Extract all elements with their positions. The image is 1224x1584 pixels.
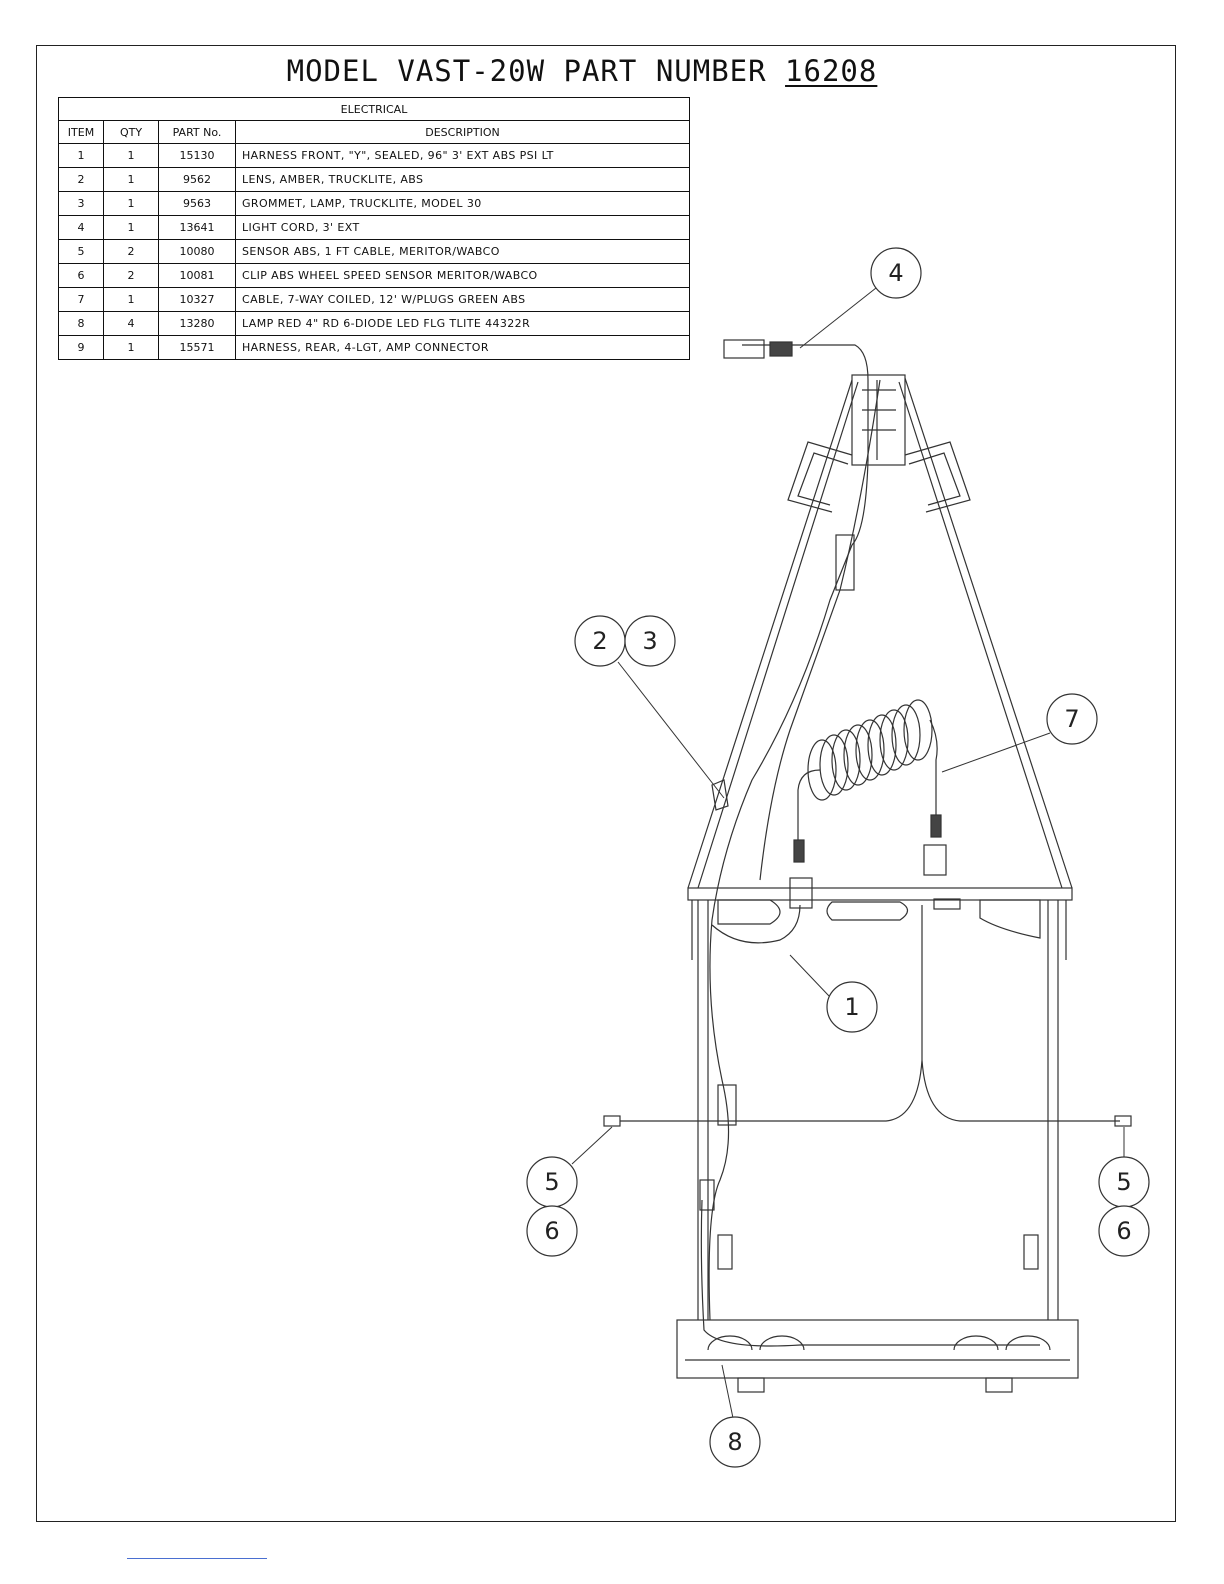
header-part-no: PART No. — [159, 121, 236, 144]
cell-desc: SENSOR ABS, 1 FT CABLE, MERITOR/WABCO — [236, 240, 690, 264]
leader-2-3 — [618, 662, 724, 798]
cell-qty: 1 — [104, 168, 159, 192]
frame-left-rail — [698, 900, 708, 1320]
front-harness-wire — [709, 345, 868, 1320]
callout-5-right: 5 — [1116, 1168, 1132, 1196]
rear-hitch-right — [986, 1378, 1012, 1392]
front-oval-loop — [827, 902, 908, 920]
cell-item: 7 — [59, 288, 104, 312]
cell-item: 2 — [59, 168, 104, 192]
tongue-right-rail — [899, 378, 1072, 888]
right-bracket — [1024, 1235, 1038, 1269]
cell-qty: 1 — [104, 216, 159, 240]
cell-part: 13280 — [159, 312, 236, 336]
cell-desc: LIGHT CORD, 3' EXT — [236, 216, 690, 240]
callout-1: 1 — [844, 993, 860, 1021]
rear-lamp-4 — [1006, 1336, 1050, 1350]
cell-part: 9563 — [159, 192, 236, 216]
footer-link-underline[interactable] — [127, 1558, 267, 1559]
cell-qty: 2 — [104, 240, 159, 264]
coiled-plug-rear — [931, 815, 941, 837]
front-right-plate — [980, 900, 1040, 938]
callout-8: 8 — [727, 1428, 743, 1456]
callout-3: 3 — [642, 627, 658, 655]
rear-hitch-left — [738, 1378, 764, 1392]
coil-loops — [808, 700, 932, 800]
cell-desc: LAMP RED 4" RD 6-DIODE LED FLG TLITE 44322R — [236, 312, 690, 336]
cell-qty: 1 — [104, 192, 159, 216]
light-cord-plug — [724, 340, 764, 358]
cell-qty: 1 — [104, 288, 159, 312]
coupler-detail — [862, 380, 896, 460]
cell-part: 10327 — [159, 288, 236, 312]
cell-part: 10081 — [159, 264, 236, 288]
cell-part: 13641 — [159, 216, 236, 240]
title-part-number: 16208 — [785, 54, 878, 88]
cell-qty: 1 — [104, 336, 159, 360]
header-qty: QTY — [104, 121, 159, 144]
cell-qty: 1 — [104, 144, 159, 168]
cell-part: 9562 — [159, 168, 236, 192]
cell-item: 6 — [59, 264, 104, 288]
callout-7: 7 — [1064, 705, 1080, 733]
leader-7 — [942, 733, 1050, 772]
leader-5-left — [572, 1127, 612, 1164]
left-bracket — [718, 1235, 732, 1269]
frame-right-rail — [1048, 900, 1058, 1320]
front-crossmember — [688, 888, 1072, 900]
cell-item: 4 — [59, 216, 104, 240]
rear-harness-wire — [701, 1200, 1040, 1346]
cell-desc: CLIP ABS WHEEL SPEED SENSOR MERITOR/WABCO — [236, 264, 690, 288]
cell-part: 10080 — [159, 240, 236, 264]
coiled-plug-front — [794, 840, 804, 862]
cell-item: 8 — [59, 312, 104, 336]
cell-item: 3 — [59, 192, 104, 216]
front-left-plate — [718, 900, 780, 924]
callout-6-left: 6 — [544, 1217, 560, 1245]
leader-8 — [722, 1365, 733, 1418]
cell-item: 1 — [59, 144, 104, 168]
cell-desc: HARNESS, REAR, 4-LGT, AMP CONNECTOR — [236, 336, 690, 360]
coiled-plug-rear-head — [924, 845, 946, 875]
callout-4: 4 — [888, 259, 904, 287]
abs-sensor-left — [604, 1116, 620, 1126]
cell-desc: LENS, AMBER, TRUCKLITE, ABS — [236, 168, 690, 192]
cell-desc: CABLE, 7-WAY COILED, 12' W/PLUGS GREEN ABS — [236, 288, 690, 312]
cell-part: 15571 — [159, 336, 236, 360]
header-description: DESCRIPTION — [236, 121, 690, 144]
cell-part: 15130 — [159, 144, 236, 168]
light-cord-boot — [770, 342, 792, 356]
cell-qty: 2 — [104, 264, 159, 288]
leader-4 — [800, 288, 876, 348]
leader-1 — [790, 955, 829, 996]
cell-desc: HARNESS FRONT, "Y", SEALED, 96" 3' EXT ABS PSI LT — [236, 144, 690, 168]
junction-box — [790, 878, 812, 908]
rear-lamp-2 — [760, 1336, 804, 1350]
table-section-title: ELECTRICAL — [59, 98, 690, 121]
callout-5-left: 5 — [544, 1168, 560, 1196]
title-prefix: MODEL VAST-20W PART NUMBER — [286, 54, 767, 88]
cell-qty: 4 — [104, 312, 159, 336]
rear-lamp-3 — [954, 1336, 998, 1350]
tongue-left-rail — [688, 380, 858, 888]
cell-desc: GROMMET, LAMP, TRUCKLITE, MODEL 30 — [236, 192, 690, 216]
cell-item: 9 — [59, 336, 104, 360]
rear-bumper — [677, 1320, 1078, 1378]
callout-6-right: 6 — [1116, 1217, 1132, 1245]
callout-2: 2 — [592, 627, 608, 655]
header-item: ITEM — [59, 121, 104, 144]
cell-item: 5 — [59, 240, 104, 264]
